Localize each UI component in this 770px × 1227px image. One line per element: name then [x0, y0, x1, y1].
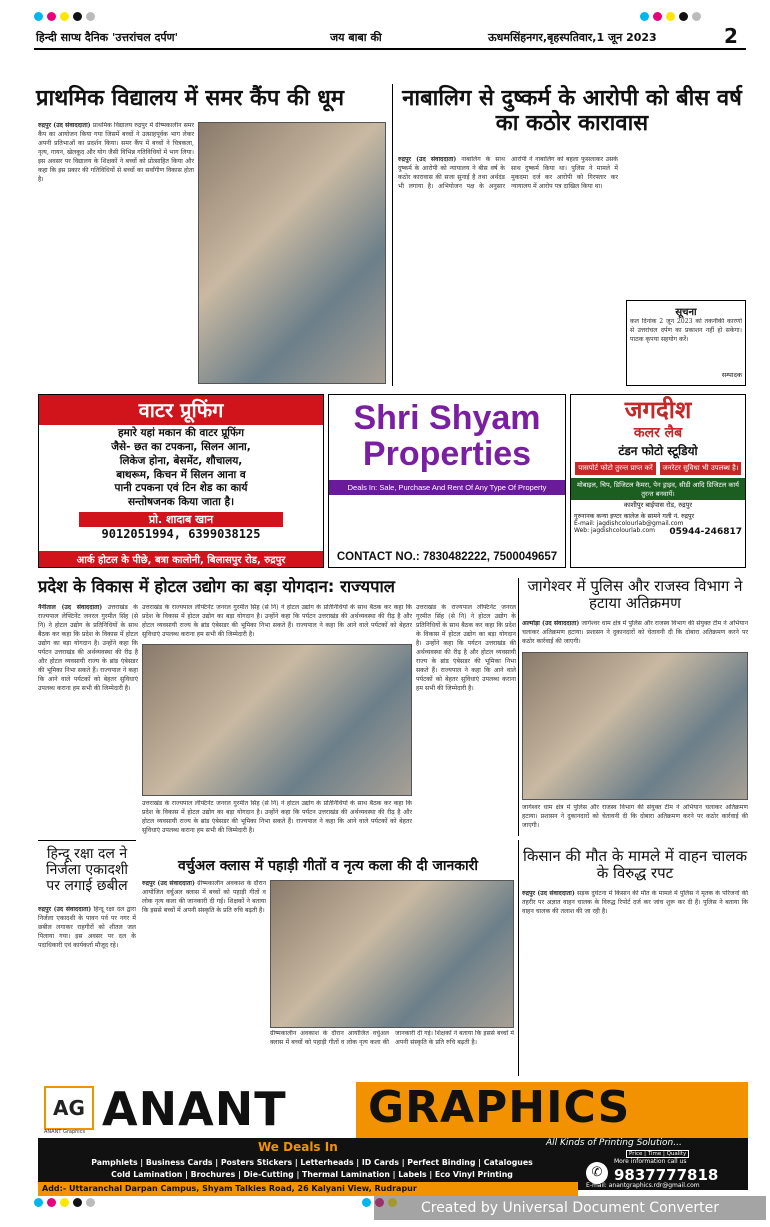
cyan-dot [640, 12, 649, 21]
waterproofing-ad [38, 394, 324, 568]
cyan-dot [34, 12, 43, 21]
article4-text: जागेश्वर धाम क्षेत्र में पुलिस और राजस्व विभाग की संयुक्त टीम ने अभियान चलाकर अतिक्रमण हटाया। प्रशासन ने दुकानदारों को चेतावनी दी कि दोबारा अतिक्रमण करने पर कठोर कार्रवाई की जाएगी। [522, 620, 748, 645]
magenta-dot [47, 1198, 56, 1207]
article5-dateline: रुद्रपुर (उद संवाददाता) [38, 906, 92, 913]
waterproofing-line1: हमारे यहां मकान की वाटर प्रूफिंग [117, 427, 245, 439]
cyan-dot [34, 1198, 43, 1207]
magenta-dot [653, 12, 662, 21]
anant-title-left: ANANT [102, 1082, 287, 1136]
jagdish-generator-button: जनरेटर सुविधा भी उपलब्ध है। [660, 462, 741, 475]
article1-headline: प्राथमिक विद्यालय में समर कैंप की धूम [36, 86, 344, 111]
article6-photo [270, 880, 514, 1028]
article7-text: सड़क दुर्घटना में किसान की मौत के मामले में पुलिस ने मृतक के परिजनों की तहरीर पर अज्ञात वाहन चालक के विरुद्ध रिपोर्ट दर्ज कर जांच शुरू कर दी है। पुलिस ने बताया कि वाहन चालक की तलाश की जा रही है। [522, 890, 748, 915]
anant-logo: AG [44, 1086, 94, 1130]
waterproofing-contact-name: प्रो. शादाब खान [79, 512, 283, 527]
jagdish-ad [570, 394, 746, 568]
masthead-center: जय बाबा की [330, 31, 382, 44]
page-number: 2 [724, 24, 738, 48]
article3-body-right: उत्तराखंड के राज्यपाल लेफ्टिनेंट जनरल गुरमीत सिंह (से नि) ने होटल उद्योग के प्रतिनिधियों के साथ बैठक कर कहा कि प्रदेश के विकास में होटल उद्योग का बड़ा योगदान है। उन्होंने कहा कि पर्यटन उत्तराखंड की अर्थव्यवस्था की रीढ़ है और होटल व्यवसायी राज्य के ब्रांड एंबेसडर की भूमिका निभा सकते हैं। राज्यपाल ने कहा कि आने वाले पर्यटकों को बेहतर सुविधाएं उपलब्ध कराना हम सभी की जिम्मेदारी है। [416, 604, 516, 692]
article5-body [38, 906, 136, 1076]
article3-dateline: नैनीताल (उद संवाददाता) [38, 604, 103, 611]
article6-body-bottom: ग्रीष्मकालीन अवकाश के दौरान आयोजित वर्चुअल क्लास में बच्चों को पहाड़ी गीतों व लोक नृत्य कला की जानकारी दी गई। शिक्षकों ने बताया कि इससे बच्चों में अपनी संस्कृति के प्रति रुचि बढ़ती है। [270, 1030, 514, 1046]
article3-text: उत्तराखंड के राज्यपाल लेफ्टिनेंट जनरल गुरमीत सिंह (से नि) ने होटल उद्योग के प्रतिनिधियों के साथ बैठक कर कहा कि प्रदेश के विकास में होटल उद्योग का बड़ा योगदान है। उन्होंने कहा कि पर्यटन उत्तराखंड की अर्थव्यवस्था की रीढ़ है और होटल व्यवसायी राज्य के ब्रांड एंबेसडर की भूमिका निभा सकते हैं। राज्यपाल ने कहा कि आने वाले पर्यटकों को बेहतर सुविधाएं उपलब्ध कराना हम सभी की जिम्मेदारी है। [38, 604, 138, 692]
header-rule [34, 48, 746, 50]
converter-watermark: Created by Universal Document Converter [374, 1196, 766, 1220]
article4-dateline: अल्मोड़ा (उद संवाददाता) [522, 620, 580, 627]
jagdish-studio: टंडन फोटो स्टूडियो [618, 444, 698, 459]
article6-headline: वर्चुअल क्लास में पहाड़ी गीतों व नृत्य कला की दी जानकारी [178, 858, 478, 874]
anant-services2: Cold Lamination | Brochures | Die-Cutting | Thermal Lamination | Labels | Eco Vinyl Printing [111, 1170, 513, 1179]
anant-badge: Price | Time | Quality [626, 1150, 689, 1158]
waterproofing-line2: जैसे- छत का टपकना, सिलन आना, [111, 440, 251, 453]
article2-body [398, 156, 618, 386]
shri-shyam-title2: Properties [362, 434, 532, 473]
anant-title-right: GRAPHICS [368, 1082, 631, 1133]
jagdish-address: गुरुनानक कन्या इण्टर कालेज के सामने गली नं. रुद्रपुर [574, 513, 694, 521]
article5-rule [38, 840, 136, 841]
shri-shyam-title1: Shri Shyam [353, 399, 541, 437]
jagdish-phone: 05944-246817 [669, 527, 742, 538]
black-dot [73, 1198, 82, 1207]
jagdish-title: जगदीश [624, 396, 692, 424]
jagdish-web: Web: jagdishcolourlab.com [574, 527, 656, 535]
anant-logo-sub: ANANT Graphics [44, 1129, 86, 1135]
waterproofing-phones: 9012051994, 6399038125 [101, 527, 261, 542]
article5-text: हिन्दू रक्षा दल द्वारा निर्जला एकादशी के पावन पर्व पर नगर में छबील लगाकर राहगीरों को शीतल जल पिलाया गया। इस अवसर पर दल के पदाधिकारी एवं कार्यकर्ता मौजूद रहे। [38, 906, 136, 949]
column-divider [392, 84, 393, 386]
waterproofing-line6: सन्तोषजनक किया जाता है। [127, 496, 235, 509]
article1-dateline: रुद्रपुर (उद संवाददाता) [38, 122, 91, 129]
grey-dot [692, 12, 701, 21]
article3-body-top: उत्तराखंड के राज्यपाल लेफ्टिनेंट जनरल गुरमीत सिंह (से नि) ने होटल उद्योग के प्रतिनिधियों के साथ बैठक कर कहा कि प्रदेश के विकास में होटल उद्योग का बड़ा योगदान है। उन्होंने कहा कि पर्यटन उत्तराखंड की अर्थव्यवस्था की रीढ़ है और होटल व्यवसायी राज्य के ब्रांड एंबेसडर की भूमिका निभा सकते हैं। राज्यपाल ने कहा कि आने वाले पर्यटकों को बेहतर सुविधाएं उपलब्ध कराना हम सभी की जिम्मेदारी है। [142, 604, 412, 638]
waterproofing-title: वाटर प्रूफिंग [39, 395, 323, 425]
yellow-dot [666, 12, 675, 21]
registration-marks-top-left [34, 12, 95, 21]
article4-body-bottom: जागेश्वर धाम क्षेत्र में पुलिस और राजस्व विभाग की संयुक्त टीम ने अभियान चलाकर अतिक्रमण हटाया। प्रशासन ने दुकानदारों को चेतावनी दी कि दोबारा अतिक्रमण करने पर कठोर कार्रवाई की जाएगी। [522, 804, 748, 829]
article6-body [142, 880, 266, 1076]
yellow-dot [60, 12, 69, 21]
registration-marks-bottom-left [34, 1198, 95, 1207]
masthead-date: ऊधमसिंहनगर,बृहस्पतिवार,1 जून 2023 [488, 31, 657, 44]
shri-shyam-ad [328, 394, 566, 568]
notice-sign: सम्पादक [721, 371, 742, 379]
grey-dot [86, 12, 95, 21]
jagdish-services: मोबाइल, चिप, डिजिटल कैमरा, पेन ड्राइव, सीडी आदि डिजिटल कार्य तुरन्त बनवायें। [571, 478, 745, 500]
black-dot [73, 12, 82, 21]
anant-services1: Pamphlets | Business Cards | Posters Stickers | Letterheads | ID Cards | Perfect Binding | Catalogues [91, 1158, 533, 1167]
article4-photo [522, 652, 748, 800]
article3-photo [142, 644, 412, 796]
shri-shyam-contact: CONTACT NO.: 7830482222, 7500049657 [336, 551, 558, 563]
article3-body [38, 604, 138, 836]
article3-body-bottom: उत्तराखंड के राज्यपाल लेफ्टिनेंट जनरल गुरमीत सिंह (से नि) ने होटल उद्योग के प्रतिनिधियों के साथ बैठक कर कहा कि प्रदेश के विकास में होटल उद्योग का बड़ा योगदान है। उन्होंने कहा कि पर्यटन उत्तराखंड की अर्थव्यवस्था की रीढ़ है और होटल व्यवसायी राज्य के ब्रांड एंबेसडर की भूमिका निभा सकते हैं। राज्यपाल ने कहा कि आने वाले पर्यटकों को बेहतर सुविधाएं उपलब्ध कराना हम सभी की जिम्मेदारी है। [142, 800, 412, 834]
shri-shyam-tagline: Deals In: Sale, Purchase And Rent Of Any Type Of Property [329, 480, 565, 495]
article2-dateline: रुद्रपुर (उद संवाददाता) [398, 156, 457, 163]
waterproofing-line3: लिकेज होना, बेसमेंट, शौचालय, [119, 454, 243, 467]
anant-we-deal: We Deals In [258, 1140, 338, 1154]
registration-marks-top-right [640, 12, 701, 21]
yellow-dot [60, 1198, 69, 1207]
anant-address: Add:- Uttaranchal Darpan Campus, Shyam Talkies Road, 26 Kalyani View, Rudrapur [38, 1182, 578, 1196]
article2-text: नाबालिग के साथ दुष्कर्म के आरोपी को न्यायालय ने बीस वर्ष के कठोर कारावास की सजा सुनाई है तथा अर्थदंड भी लगाया है। अभियोजन पक्ष के अनुसार आरोपी ने नाबालिग को बहला फुसलाकर उसके साथ दुष्कर्म किया था। पुलिस ने मामले में मुकदमा दर्ज कर आरोपी को गिरफ्तार कर न्यायालय में आरोप पत्र दाखिल किया था। [398, 156, 618, 190]
notice-box [626, 300, 746, 386]
article1-body [38, 122, 194, 384]
notice-title: सूचना [675, 307, 697, 318]
jagdish-location: काशीपुर बाईपास रोड, रुद्रपुर [623, 501, 693, 510]
article6-dateline: रुद्रपुर (उद संवाददाता) [142, 880, 195, 887]
article7-dateline: रुद्रपुर (उद संवाददाता) [522, 890, 575, 897]
jagdish-subtitle: कलर लैब [633, 425, 683, 442]
article5-headline: हिन्दू रक्षा दल ने निर्जला एकादशी पर लगाई छबील [45, 846, 129, 895]
column-divider [518, 578, 519, 836]
jagdish-passport-button: पासपोर्ट फोटो तुरन्त प्राप्त करें [575, 462, 656, 475]
anant-graphics-ad [38, 1082, 748, 1193]
column-divider [518, 840, 519, 1076]
masthead-title: हिन्दी साप्ध दैनिक 'उत्तरांचल दर्पण' [36, 31, 178, 44]
black-dot [679, 12, 688, 21]
anant-more-info: More information call us [614, 1158, 687, 1165]
article6-text: ग्रीष्मकालीन अवकाश के दौरान आयोजित वर्चुअल क्लास में बच्चों को पहाड़ी गीतों व लोक नृत्य कला की जानकारी दी गई। शिक्षकों ने बताया कि इससे बच्चों में अपनी संस्कृति के प्रति रुचि बढ़ती है। [142, 880, 266, 914]
notice-body: कल दिनांक 2 जून 2023 को तकनीकी कारणों से उत्तरांचल दर्पण का प्रकाशन नहीं हो सकेगा। पाठक कृपया सहयोग करें। [630, 318, 742, 343]
phone-icon: ✆ [586, 1162, 608, 1184]
waterproofing-line4: बाथरूम, किचन में सिलन आना व [116, 468, 246, 481]
jagdish-email: E-mail: jagdishcolourlab@gmail.com [574, 520, 684, 528]
waterproofing-address: आर्क होटल के पीछे, बत्रा कालोनी, बिलासपुर रोड, रुद्रपुर [39, 551, 323, 567]
magenta-dot [47, 12, 56, 21]
article1-photo [198, 122, 386, 384]
anant-phone: 9837777818 [614, 1166, 719, 1184]
grey-dot [86, 1198, 95, 1207]
cyan-dot [362, 1198, 371, 1207]
waterproofing-line5: पानी टपकना एवं टिन शेड का कार्य [114, 482, 248, 495]
article7-headline: किसान की मौत के मामले में वाहन चालक के विरुद्ध रपट [522, 847, 748, 883]
article4-headline: जागेश्वर में पुलिस और राजस्व विभाग ने हटाया अतिक्रमण [527, 577, 743, 613]
anant-email: E-mail: anantgraphics.rdr@gmail.com [586, 1182, 700, 1189]
article7-body [522, 890, 748, 1076]
article3-headline: प्रदेश के विकास में होटल उद्योग का बड़ा योगदान: राज्यपाल [38, 577, 395, 596]
article1-text: प्राथमिक विद्यालय रुद्रपुर में ग्रीष्मकालीन समर कैंप का आयोजन किया गया जिसमें बच्चों ने उत्साहपूर्वक भाग लेकर अपनी प्रतिभाओं का प्रदर्शन किया। समर कैंप में बच्चों ने चित्रकला, नृत्य, गायन, खेलकूद और योग जैसी विभिन्न गतिविधियों में भाग लिया। इस अवसर पर विद्यालय के शिक्षकों ने बच्चों को प्रोत्साहित किया और कहा कि इस प्रकार की गतिविधियों से बच्चों का सर्वांगीण विकास होता है। [38, 122, 194, 183]
article2-headline: नाबालिग से दुष्कर्म के आरोपी को बीस वर्ष का कठोर कारावास [402, 86, 742, 137]
article4-body [522, 620, 748, 650]
anant-tagline: All Kinds of Printing Solution... [546, 1138, 682, 1148]
